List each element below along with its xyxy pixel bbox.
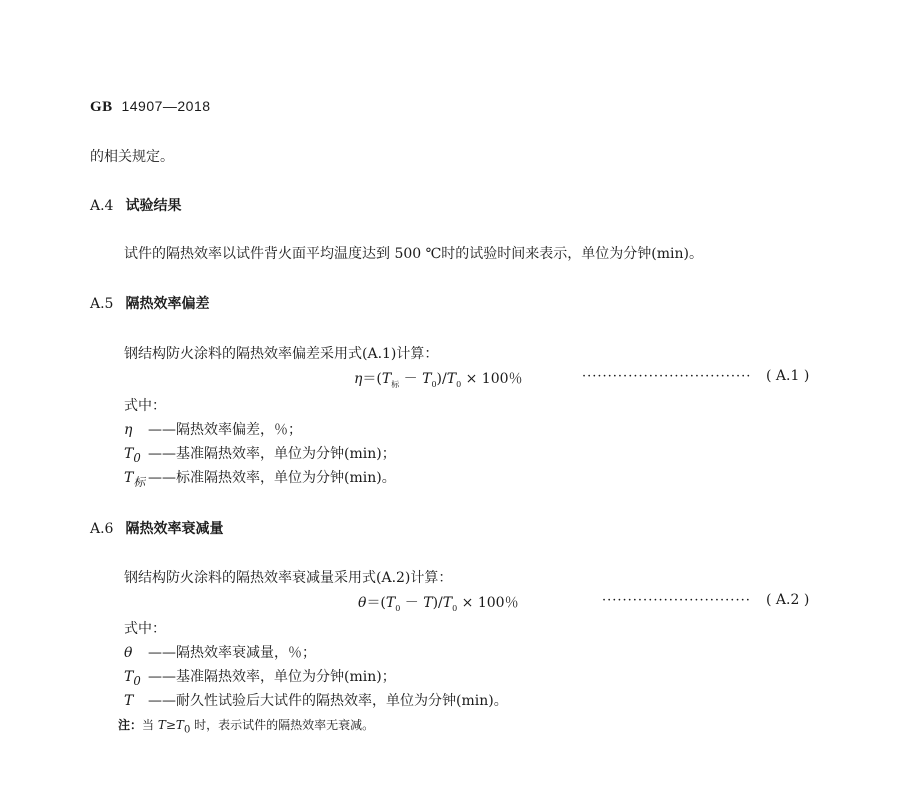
section-number: A.5	[90, 296, 114, 312]
section-a5-intro: 钢结构防火涂料的隔热效率偏差采用式(A.1)计算：	[124, 346, 439, 362]
section-a6-heading	[90, 518, 223, 538]
section-title: 隔热效率衰减量	[125, 521, 224, 537]
section-a4-paragraph: 试件的隔热效率以试件背火面平均温度达到 500 ℃时的试验时间来表示，单位为分钟(min)。	[124, 246, 703, 262]
section-title: 试验结果	[125, 198, 182, 214]
definition-row: $T_0$ ——基准隔热效率，单位为分钟(min)；	[124, 446, 396, 465]
definition-row: θ ——隔热效率衰减量，％；	[124, 645, 316, 661]
section-number: A.4	[90, 198, 114, 214]
section-a5-heading	[90, 293, 209, 313]
definition-row: $T_标$ ——标准隔热效率，单位为分钟(min)。	[124, 470, 396, 489]
leader-dots: ·····························	[602, 593, 751, 608]
continuation-text: 的相关规定。	[90, 149, 174, 165]
section-number: A.6	[90, 521, 114, 537]
section-a4-heading	[90, 195, 181, 215]
leader-dots: ·································	[582, 369, 752, 384]
where-label: 式中：	[124, 398, 166, 414]
note: 注：当 $T\ge T_0$ 时，表示试件的隔热效率无衰减。	[118, 718, 375, 736]
section-a6-intro: 钢结构防火涂料的隔热效率衰减量采用式(A.2)计算：	[124, 570, 453, 586]
where-label: 式中：	[124, 621, 166, 637]
definition-row: η ——隔热效率偏差，％；	[124, 422, 302, 438]
definition-row: T ——耐久性试验后大试件的隔热效率，单位为分钟(min)。	[124, 693, 508, 709]
section-title: 隔热效率偏差	[125, 296, 210, 312]
equation-number-a2: ( A.2 )	[766, 592, 810, 608]
formula-a2: $\theta=(T_0 - T)/T_0 \times 100$％	[358, 595, 519, 613]
document-code: GB 14907—2018	[90, 98, 211, 115]
equation-number-a1: ( A.1 )	[766, 368, 810, 384]
formula-a1: $\eta=(T_标 - T_0)/T_0 \times 100$％	[354, 371, 523, 389]
definition-row: $T_0$ ——基准隔热效率，单位为分钟(min)；	[124, 669, 396, 688]
